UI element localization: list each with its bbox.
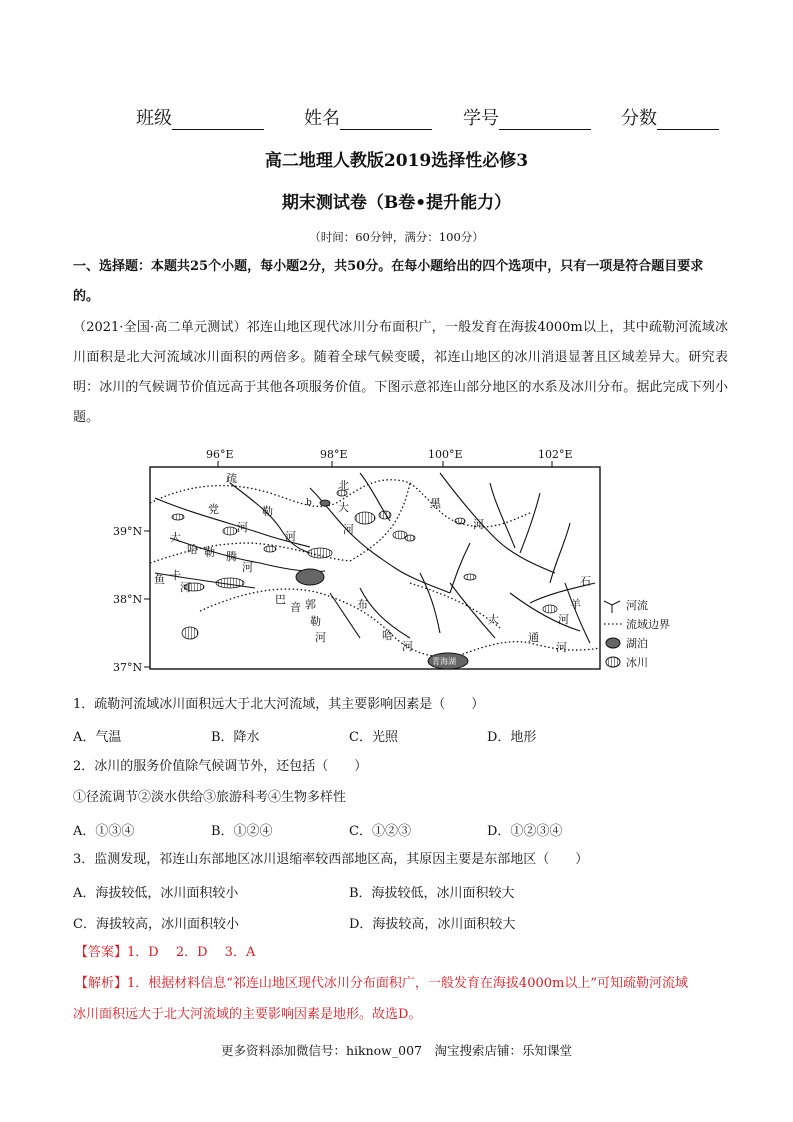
- map-label: 河: [473, 518, 484, 531]
- lat-label: 38°N: [113, 593, 143, 606]
- section-heading: 一、选择题：本题共25个小题，每小题2分，共50分。在每小题给出的四个选项中，只有一项是符合题目要求的。: [73, 259, 704, 304]
- map-label: 大: [170, 531, 181, 544]
- map-label: 哈: [187, 543, 198, 556]
- score-label: 分数: [621, 108, 657, 129]
- rivers: [155, 473, 595, 643]
- map-label: 河: [558, 613, 569, 626]
- map-label: 大: [338, 501, 349, 514]
- time-info: （时间：60分钟，满分：100分）: [309, 230, 484, 244]
- class-label: 班级: [136, 108, 172, 129]
- analysis-text-1: 1．根据材料信息“祁连山地区现代冰川分布面积广，一般发育在海拔4000m以上”可知疏勒河流域: [127, 976, 688, 991]
- option-b[interactable]: B．①②④: [211, 824, 273, 839]
- question-3-stem: 3．监测发现，祁连山东部地区冰川退缩率较西部地区高，其原因主要是东部地区（ ）: [73, 852, 589, 867]
- option-a[interactable]: A．①③④: [73, 824, 135, 839]
- option-c[interactable]: C．海拔较高，冰川面积较小: [73, 917, 239, 932]
- map-label: 卡: [170, 569, 181, 582]
- map-label: b: [306, 498, 312, 508]
- material-paragraph: （2021·全国·高二单元测试）祁连山地区现代冰川分布面积广，一般发育在海拔4000m以上，其中疏勒河流域冰川面积是北大河流域冰川面积的两倍多。随着全球气候变暖，祁连山地区的冰川消退显著且区域差异大。研究表明：冰川的气候调节价值远高于其他各项服务价值。下图示意祁连山部分地区的水系及冰川分布。据此完成下列小题。: [73, 320, 728, 425]
- lat-label: 39°N: [113, 525, 143, 538]
- legend-glacier: 冰川: [626, 656, 648, 669]
- option-d[interactable]: D．地形: [487, 730, 537, 745]
- question-1-stem: 1．疏勒河流域冰川面积远大于北大河流域，其主要影响因素是（ ）: [73, 697, 485, 712]
- map-label: 腾: [226, 550, 237, 563]
- map-label: 通: [528, 631, 539, 644]
- map-legend: [604, 598, 670, 669]
- lon-label: 96°E: [206, 448, 234, 461]
- lon-label: 98°E: [320, 448, 348, 461]
- question-2-statements: ①径流调节②淡水供给③旅游科考④生物多样性: [73, 790, 347, 805]
- map-label: 郭: [305, 598, 316, 611]
- option-a[interactable]: A．海拔较低，冰川面积较小: [73, 886, 239, 901]
- score-blank[interactable]: [657, 111, 719, 130]
- map-label: 勒: [310, 615, 321, 628]
- answer-tag: 【答案】: [75, 945, 128, 960]
- question-2-options: [73, 820, 723, 838]
- map-label: 石: [580, 575, 591, 588]
- map-label: 河: [180, 581, 191, 594]
- name-blank[interactable]: [340, 111, 432, 130]
- map-label: 哈: [382, 629, 393, 642]
- map-label: 青海湖: [432, 657, 456, 666]
- id-blank[interactable]: [499, 111, 591, 130]
- river-legend-icon: [604, 601, 620, 613]
- id-label: 学号: [463, 108, 499, 129]
- lake-legend-icon: [606, 638, 620, 648]
- map-label: 鱼: [154, 573, 165, 586]
- map-label: 河: [285, 530, 296, 543]
- exam-title: 高二地理人教版2019选择性必修3: [264, 151, 529, 171]
- option-b[interactable]: B．海拔较低，冰川面积较大: [349, 886, 515, 901]
- map-label: 北: [338, 479, 349, 492]
- question-3-options-row1: [73, 882, 723, 900]
- map-label: 河: [556, 641, 567, 654]
- lon-label: 102°E: [538, 448, 573, 461]
- map-label: 河: [402, 640, 413, 653]
- name-label: 姓名: [304, 108, 340, 129]
- map-label: 疏: [226, 472, 237, 485]
- map-label: 黑: [430, 497, 441, 510]
- page-footer: 更多资料添加微信号：hiknow_007 淘宝搜索店铺：乐知课堂: [220, 1043, 572, 1058]
- option-b[interactable]: B．降水: [211, 730, 260, 745]
- map-label: 勒: [204, 546, 215, 559]
- exam-subtitle: 期末测试卷（B卷•提升能力）: [281, 193, 512, 213]
- map-label: 羊: [570, 598, 581, 611]
- map-label: 河: [343, 523, 354, 536]
- legend-boundary: 流域边界: [626, 618, 670, 631]
- map-label: 河: [237, 521, 248, 534]
- legend-lake: 湖泊: [626, 637, 648, 650]
- question-3-options-row2: [73, 913, 723, 931]
- option-d[interactable]: D．海拔较高，冰川面积较大: [349, 917, 516, 932]
- class-blank[interactable]: [172, 111, 264, 130]
- map-label: 大: [488, 613, 499, 626]
- map-label: 河: [315, 631, 326, 644]
- student-info-row: [0, 104, 793, 128]
- class-field: [136, 104, 264, 130]
- score-field: [621, 104, 719, 130]
- option-c[interactable]: C．光照: [349, 730, 398, 745]
- id-field: [463, 104, 591, 130]
- map-label: 党: [208, 503, 219, 516]
- map-label: 音: [290, 601, 301, 614]
- glacier-legend-icon: [606, 657, 620, 667]
- map-label: 河: [242, 561, 253, 574]
- lon-label: 100°E: [428, 448, 463, 461]
- analysis-line-1: [75, 975, 688, 993]
- answer-text: 1．D 2．D 3．A: [127, 945, 256, 960]
- option-c[interactable]: C．①②③: [349, 824, 411, 839]
- legend-river: 河流: [626, 599, 648, 612]
- analysis-line-2: 冰川面积远大于北大河流域的主要影响因素是地形。故选D。: [73, 1007, 422, 1022]
- map-label: 巴: [275, 593, 286, 606]
- lake: [296, 569, 324, 585]
- question-2-stem: 2．冰川的服务价值除气候调节外，还包括（ ）: [73, 759, 368, 774]
- lat-label: 37°N: [113, 661, 143, 674]
- qilian-map: [110, 443, 670, 683]
- option-a[interactable]: A．气温: [73, 730, 122, 745]
- question-1-options: [73, 726, 723, 744]
- small-lake: [320, 500, 330, 506]
- glaciers: [172, 490, 557, 639]
- answer-line: [75, 944, 255, 962]
- name-field: [304, 104, 432, 130]
- option-d[interactable]: D．①②③④: [487, 824, 563, 839]
- map-label: 布: [357, 598, 368, 611]
- analysis-tag: 【解析】: [75, 976, 128, 991]
- map-label: 勒: [262, 505, 273, 518]
